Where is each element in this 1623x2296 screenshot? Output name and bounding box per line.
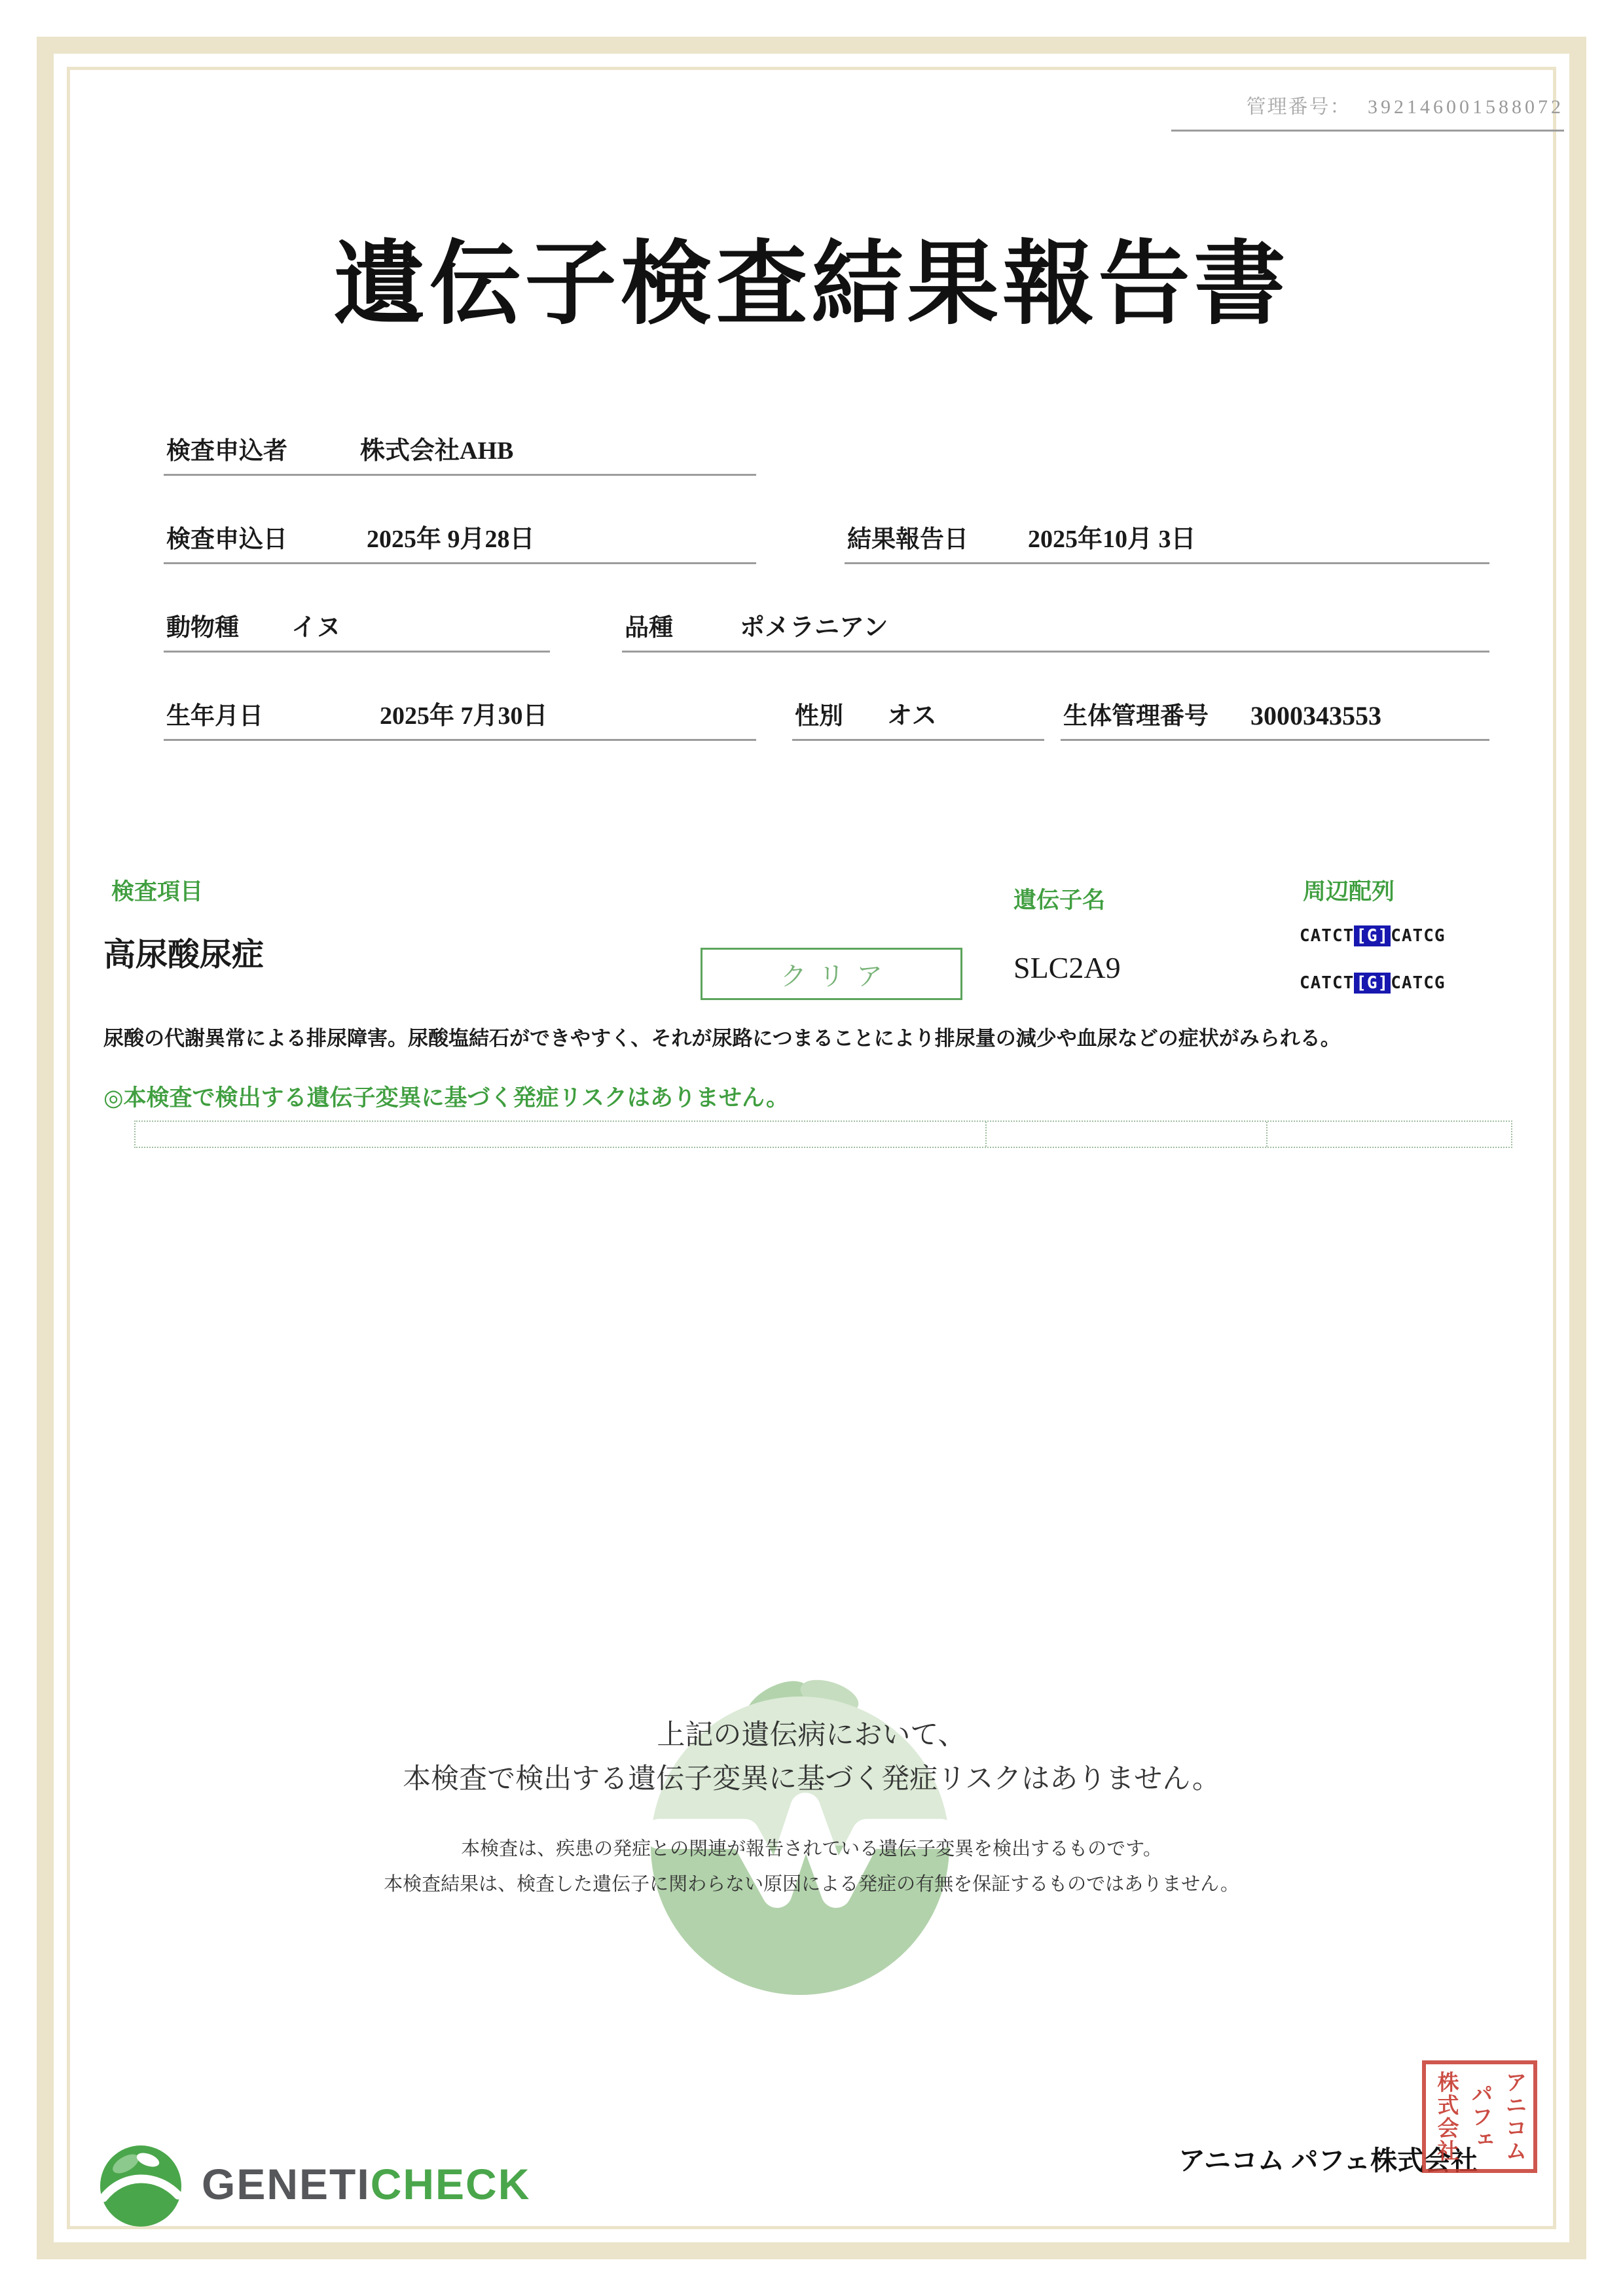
field-animal-id-label: 生体管理番号 (1063, 703, 1209, 730)
field-report-date (845, 511, 1489, 564)
logo-text-secondary: CHECK (370, 2160, 531, 2208)
result-status-badge (701, 948, 962, 1000)
field-birthdate-label: 生年月日 (166, 703, 263, 730)
stamp-column-2: パフェ (1468, 2082, 1492, 2151)
field-applicant (164, 422, 756, 476)
field-report-date-label: 結果報告日 (847, 526, 968, 553)
field-apply-date-label: 検査申込日 (166, 526, 287, 553)
field-species-label: 動物種 (166, 615, 239, 641)
sequence-1-pre: CATCT (1300, 926, 1355, 946)
field-species-value: イヌ (291, 614, 342, 641)
geneticheck-logo-text (202, 2159, 530, 2209)
disease-name: 高尿酸尿症 (103, 937, 264, 973)
summary-block (0, 1713, 1623, 1903)
field-sex (792, 687, 1044, 741)
management-number-value: 392146001588072 (1368, 96, 1564, 118)
management-number-block (1171, 90, 1564, 132)
sequence-2-pre: CATCT (1300, 973, 1355, 993)
result-status-label: クリア (780, 961, 894, 991)
risk-note: ◎本検査で検出する遺伝子変異に基づく発症リスクはありません。 (103, 1085, 789, 1111)
sequence-line-1 (1300, 926, 1446, 946)
summary-line-2: 本検査で検出する遺伝子変異に基づく発症リスクはありません。 (403, 1763, 1220, 1795)
field-sex-label: 性別 (795, 703, 843, 730)
sequence-2-variant: [G] (1354, 973, 1391, 994)
field-report-date-value: 2025年10月 3日 (1028, 526, 1196, 553)
stamp-column-1: アニコム (1502, 2071, 1526, 2162)
geneticheck-logo (92, 2135, 530, 2233)
sequence-2-post: CATCG (1391, 973, 1446, 993)
summary-note-2: 本検査結果は、検査した遺伝子に関わらない原因による発症の有無を保証するものではありません。 (384, 1873, 1239, 1895)
field-applicant-label: 検査申込者 (166, 438, 287, 465)
field-breed-label: 品種 (625, 615, 673, 641)
field-applicant-value: 株式会社AHB (360, 437, 514, 465)
empty-result-row (134, 1121, 1512, 1148)
stamp-column-3: 株式会社 (1434, 2071, 1458, 2162)
field-animal-id (1061, 687, 1489, 741)
field-breed-value: ポメラニアン (740, 614, 888, 641)
empty-row-divider (1266, 1122, 1267, 1147)
results-header-item: 検査項目 (111, 879, 204, 905)
field-birthdate-value: 2025年 7月30日 (380, 702, 548, 730)
field-sex-value: オス (887, 702, 937, 730)
empty-row-divider (985, 1122, 987, 1147)
summary-line-1: 上記の遺伝病において、 (657, 1719, 966, 1751)
sequence-1-variant: [G] (1354, 925, 1391, 946)
field-species (164, 599, 550, 653)
logo-text-primary: GENETI (202, 2160, 371, 2208)
page-title: 遺伝子検査結果報告書 (333, 234, 1290, 336)
results-header-gene: 遺伝子名 (1013, 888, 1106, 913)
disease-description: 尿酸の代謝異常による排尿障害。尿酸塩結石ができやすく、それが尿路につまることにより排尿量の減少や血尿などの症状がみられる。 (103, 1027, 1341, 1050)
field-apply-date (164, 511, 756, 564)
field-breed (622, 599, 1489, 653)
company-seal-stamp (1422, 2060, 1537, 2173)
results-header-sequence: 周辺配列 (1303, 879, 1395, 905)
summary-notes (0, 1832, 1623, 1902)
sequence-line-2 (1300, 973, 1446, 993)
field-apply-date-value: 2025年 9月28日 (367, 526, 535, 553)
sequence-1-post: CATCG (1391, 926, 1446, 946)
management-number-label: 管理番号： (1246, 96, 1351, 118)
gene-name: SLC2A9 (1013, 951, 1121, 984)
field-birthdate (164, 687, 756, 741)
geneticheck-logo-icon (92, 2135, 190, 2233)
company-name: アニコム パフェ株式会社 (1178, 2145, 1478, 2176)
summary-note-1: 本検査は、疾患の発症との関連が報告されている遺伝子変異を検出するものです。 (461, 1839, 1162, 1860)
field-animal-id-value: 3000343553 (1250, 701, 1381, 730)
